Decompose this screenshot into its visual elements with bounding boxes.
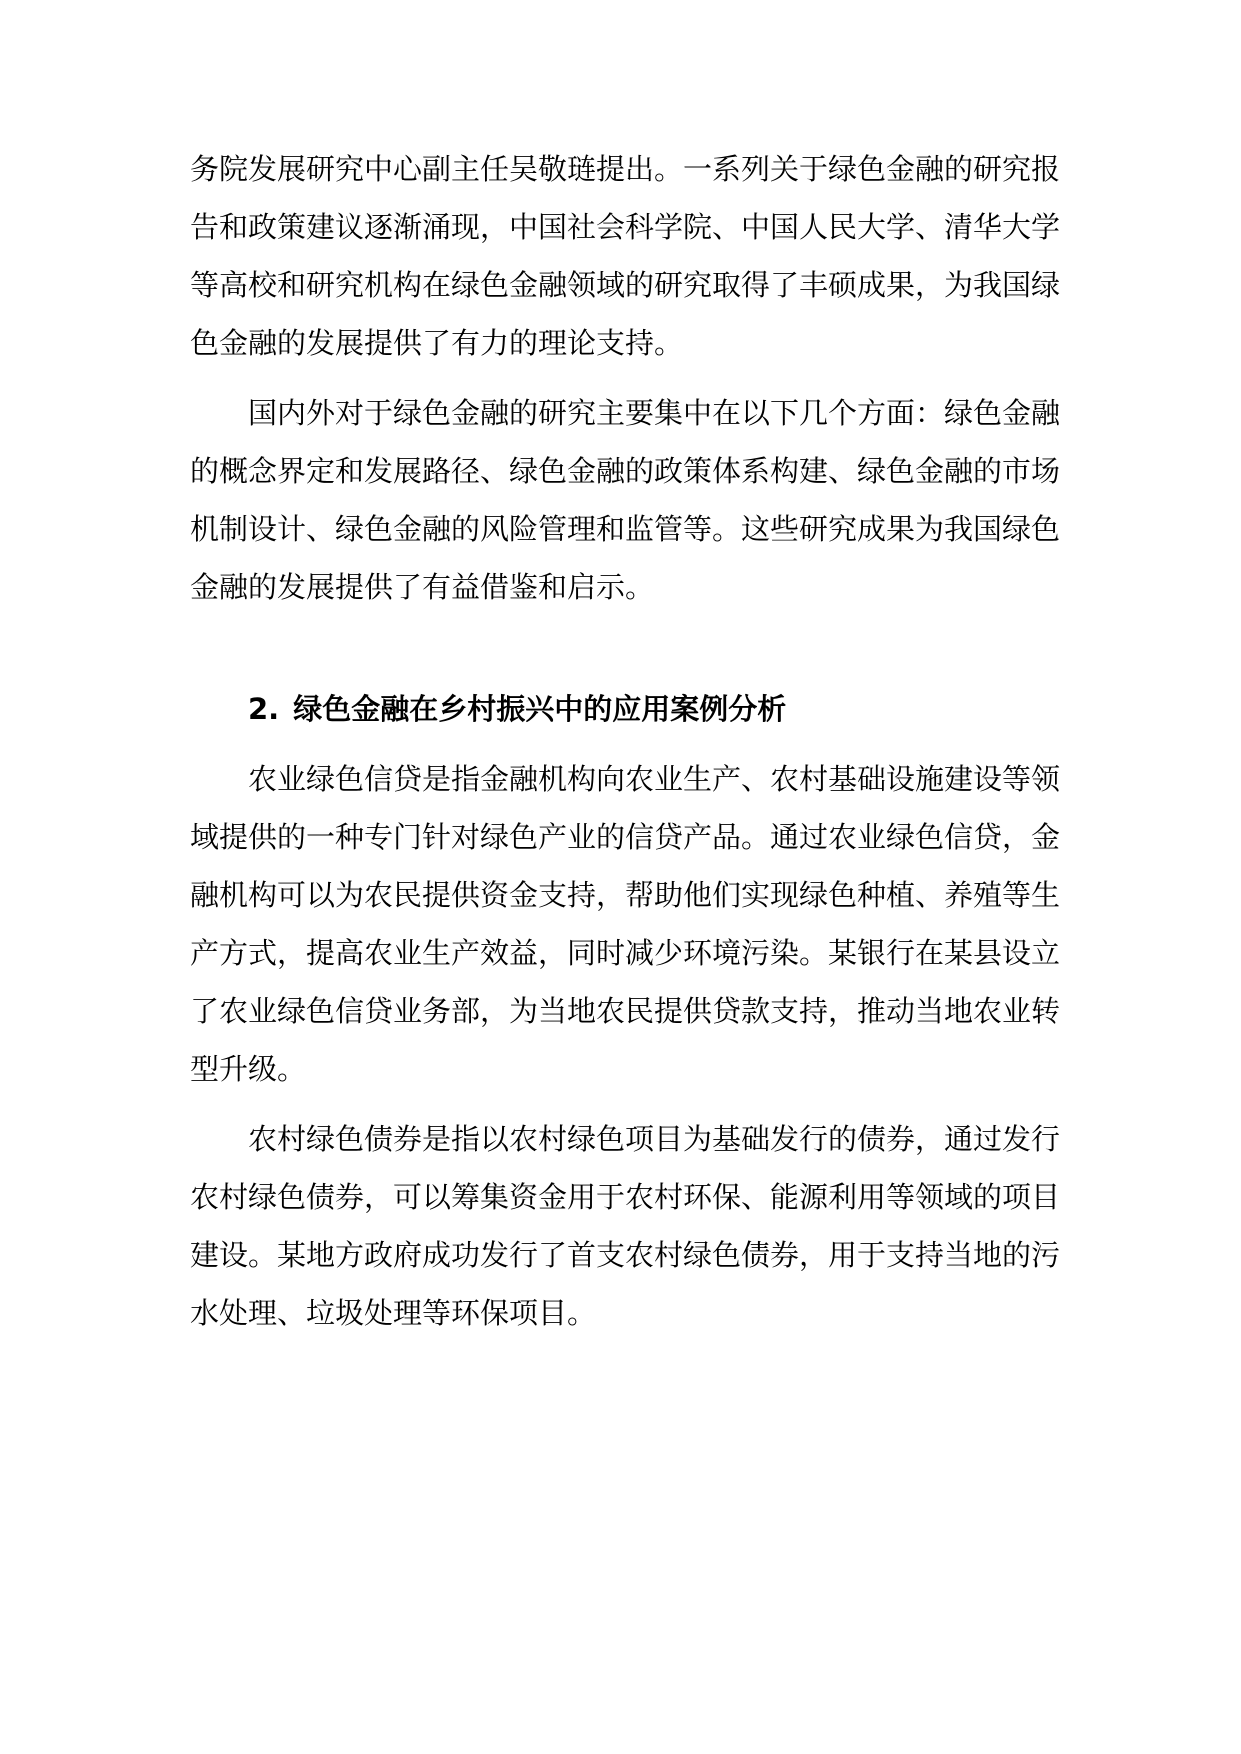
text-line: 金融的发展提供了有益借鉴和启示。 (190, 570, 655, 604)
text-line: 农村绿色债券是指以农村绿色项目为基础发行的债券，通过发行 (248, 1122, 1061, 1156)
paragraph-green-bonds (190, 1110, 1061, 1342)
section-title: 绿色金融在乡村振兴中的应用案例分析 (293, 692, 787, 726)
text-line: 务院发展研究中心副主任吴敬琏提出。一系列关于绿色金融的研究报 (190, 152, 1061, 186)
text-line: 水处理、垃圾处理等环保项目。 (190, 1296, 597, 1330)
text-line: 产方式，提高农业生产效益，同时减少环境污染。某银行在某县设立 (190, 936, 1061, 970)
paragraph-research-continuation (190, 140, 1061, 372)
text-line: 农村绿色债券，可以筹集资金用于农村环保、能源利用等领域的项目 (190, 1180, 1061, 1214)
text-line: 告和政策建议逐渐涌现，中国社会科学院、中国人民大学、清华大学 (190, 210, 1061, 244)
section-heading (190, 680, 1055, 738)
text-line: 了农业绿色信贷业务部，为当地农民提供贷款支持，推动当地农业转 (190, 994, 1061, 1028)
section-number: 2. (248, 692, 280, 726)
text-line: 融机构可以为农民提供资金支持，帮助他们实现绿色种植、养殖等生 (190, 878, 1061, 912)
text-line: 国内外对于绿色金融的研究主要集中在以下几个方面：绿色金融 (248, 396, 1061, 430)
text-line: 域提供的一种专门针对绿色产业的信贷产品。通过农业绿色信贷，金 (190, 820, 1061, 854)
text-line: 等高校和研究机构在绿色金融领域的研究取得了丰硕成果，为我国绿 (190, 268, 1061, 302)
paragraph-green-credit (190, 750, 1061, 1098)
text-line: 机制设计、绿色金融的风险管理和监管等。这些研究成果为我国绿色 (190, 512, 1061, 546)
document-body (190, 140, 1061, 1354)
text-line: 农业绿色信贷是指金融机构向农业生产、农村基础设施建设等领 (248, 762, 1061, 796)
text-line: 的概念界定和发展路径、绿色金融的政策体系构建、绿色金融的市场 (190, 454, 1061, 488)
text-line: 色金融的发展提供了有力的理论支持。 (190, 326, 684, 360)
text-line: 建设。某地方政府成功发行了首支农村绿色债券，用于支持当地的污 (190, 1238, 1061, 1272)
text-line: 型升级。 (190, 1052, 307, 1086)
paragraph-research-focus (190, 384, 1061, 616)
